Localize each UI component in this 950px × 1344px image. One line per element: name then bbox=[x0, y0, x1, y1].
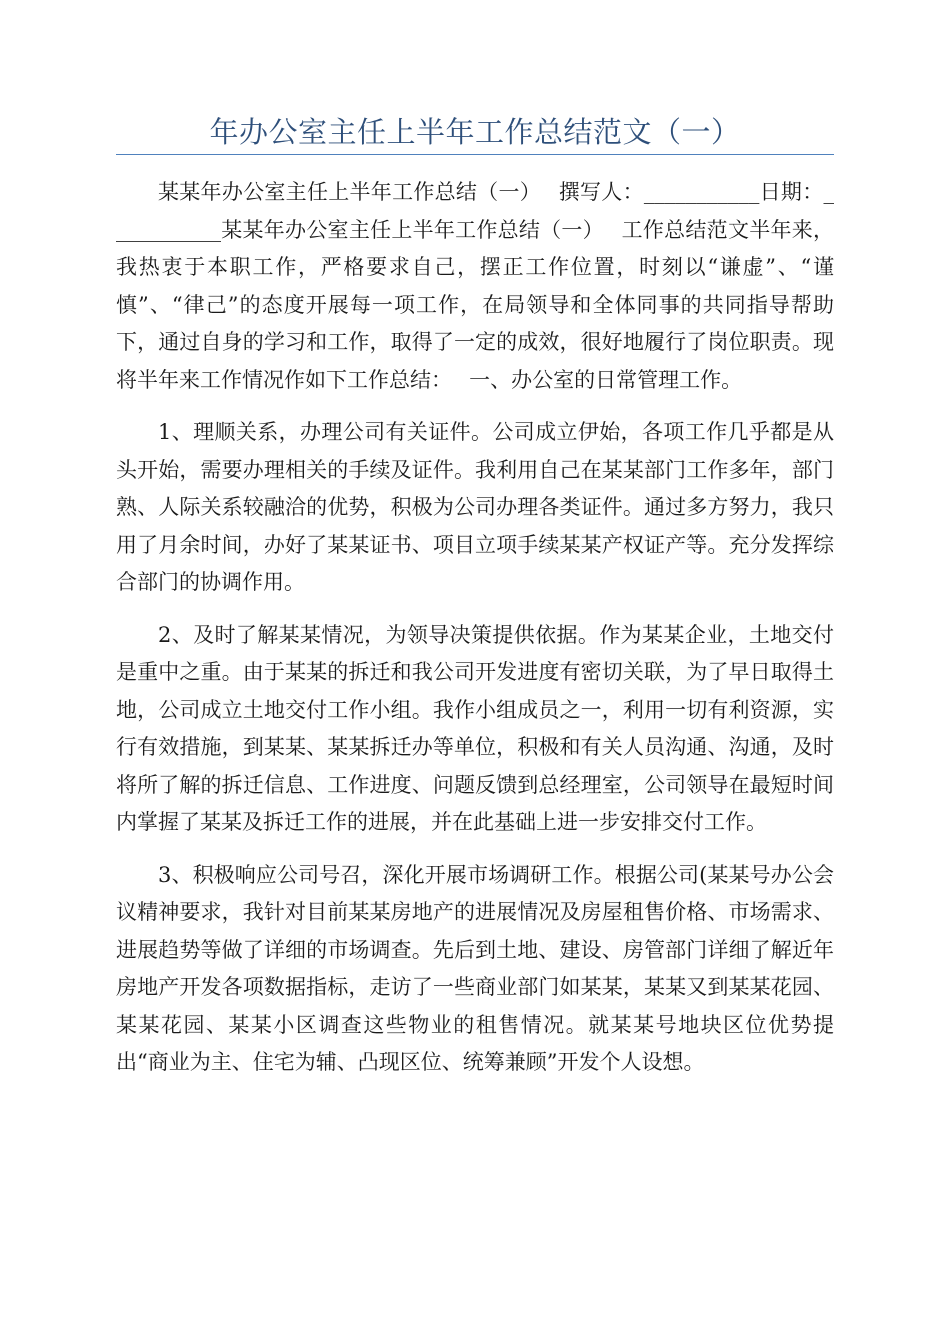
paragraph-intro: 某某年办公室主任上半年工作总结（一） 撰写人：___________日期：___________某某年办公室主任上半年工作总结（一） 工作总结范文半年来，我热衷于本职工作，严格要求自己，摆正工作位置，时刻以“谦虚”、“谨慎”、“律己”的态度开展每一项工作，在局领导和全体同事的共同指导帮助下，通过自身的学习和工作，取得了一定的成效，很好地履行了岗位职责。现将半年来工作情况作如下工作总结： 一、办公室的日常管理工作。 bbox=[116, 180, 834, 392]
document-title: 年办公室主任上半年工作总结范文（一） bbox=[209, 115, 741, 149]
paragraph-1: 1、理顺关系，办理公司有关证件。公司成立伊始，各项工作几乎都是从头开始，需要办理相关的手续及证件。我利用自己在某某部门工作多年，部门熟、人际关系较融洽的优势，积极为公司办理各类证件。通过多方努力，我只用了月余时间，办好了某某证书、项目立项手续某某产权证产等。充分发挥综合部门的协调作用。 bbox=[116, 420, 834, 594]
paragraph-2: 2、及时了解某某情况，为领导决策提供依据。作为某某企业，土地交付是重中之重。由于某某的拆迁和我公司开发进度有密切关联，为了早日取得土地，公司成立土地交付工作小组。我作小组成员之一，利用一切有利资源，实行有效措施，到某某、某某拆迁办等单位，积极和有关人员沟通、沟通，及时将所了解的拆迁信息、工作进度、问题反馈到总经理室，公司领导在最短时间内掌握了某某及拆迁工作的进展，并在此基础上进一步安排交付工作。 bbox=[116, 622, 834, 834]
document-body bbox=[116, 174, 834, 1097]
title-underline bbox=[116, 154, 834, 155]
paragraph-3: 3、积极响应公司号召，深化开展市场调研工作。根据公司(某某号办公会议精神要求，我针对目前某某房地产的进展情况及房屋租售价格、市场需求、进展趋势等做了详细的市场调查。先后到土地、建设、房管部门详细了解近年房地产开发各项数据指标，走访了一些商业部门如某某，某某又到某某花园、某某花园、某某小区调查这些物业的租售情况。就某某号地块区位优势提出“商业为主、住宅为辅、凸现区位、统筹兼顾”开发个人设想。 bbox=[116, 862, 834, 1074]
